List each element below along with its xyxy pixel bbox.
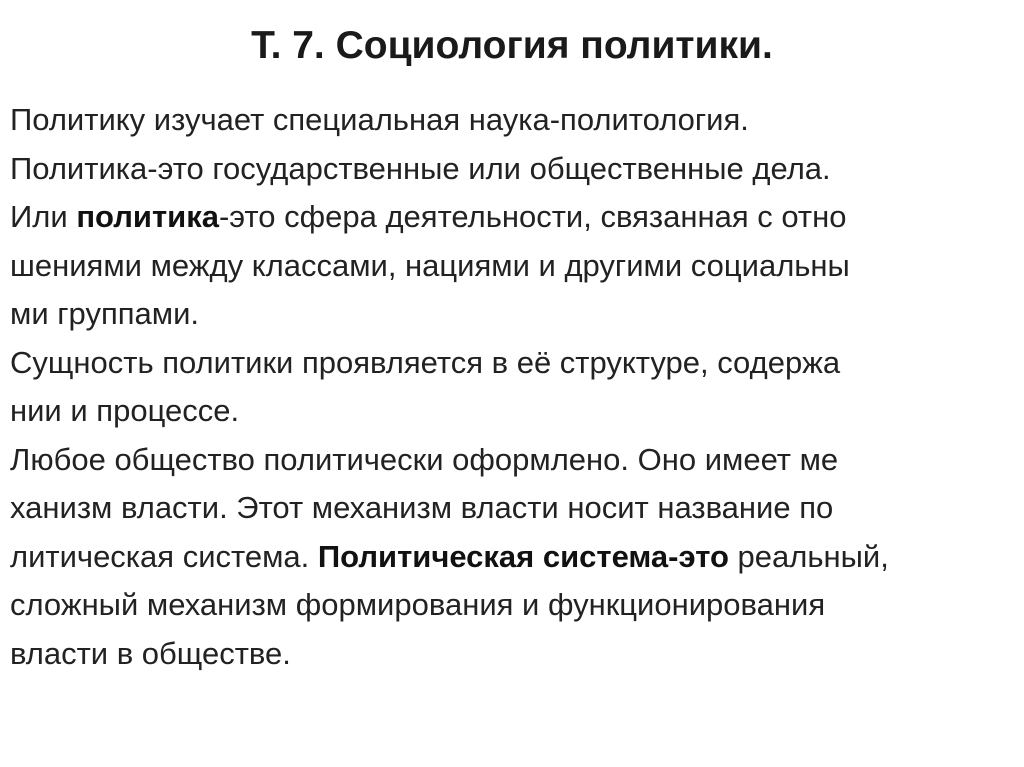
text-line: Политику изучает специальная наука-политология.: [10, 102, 749, 137]
text-line: Политика-это государственные или общественные дела.: [10, 150, 831, 186]
bold-term: политика: [76, 199, 219, 234]
text-line: ханизм власти. Этот механизм власти носит название по: [10, 490, 834, 525]
text-line: шениями между классами, нациями и другими социальны: [10, 247, 850, 283]
text-line: Или политика-это сфера деятельности, связанная с отно: [10, 199, 847, 234]
text-line: литическая система. Политическая система-это реальный,: [10, 538, 889, 574]
text-line: власти в обществе.: [10, 635, 291, 671]
bold-term: Политическая система-это: [317, 538, 729, 574]
text-line: нии и процессе.: [10, 393, 240, 428]
text-line: ми группами.: [10, 296, 199, 331]
text-line: сложный механизм формирования и функционирования: [10, 587, 826, 622]
text-line: Сущность политики проявляется в её структуре, содержа: [10, 344, 841, 380]
slide-body: [10, 96, 1014, 678]
text-line: Любое общество политически оформлено. Оно имеет ме: [10, 441, 839, 477]
slide-title: Т. 7. Социология политики.: [251, 24, 773, 67]
